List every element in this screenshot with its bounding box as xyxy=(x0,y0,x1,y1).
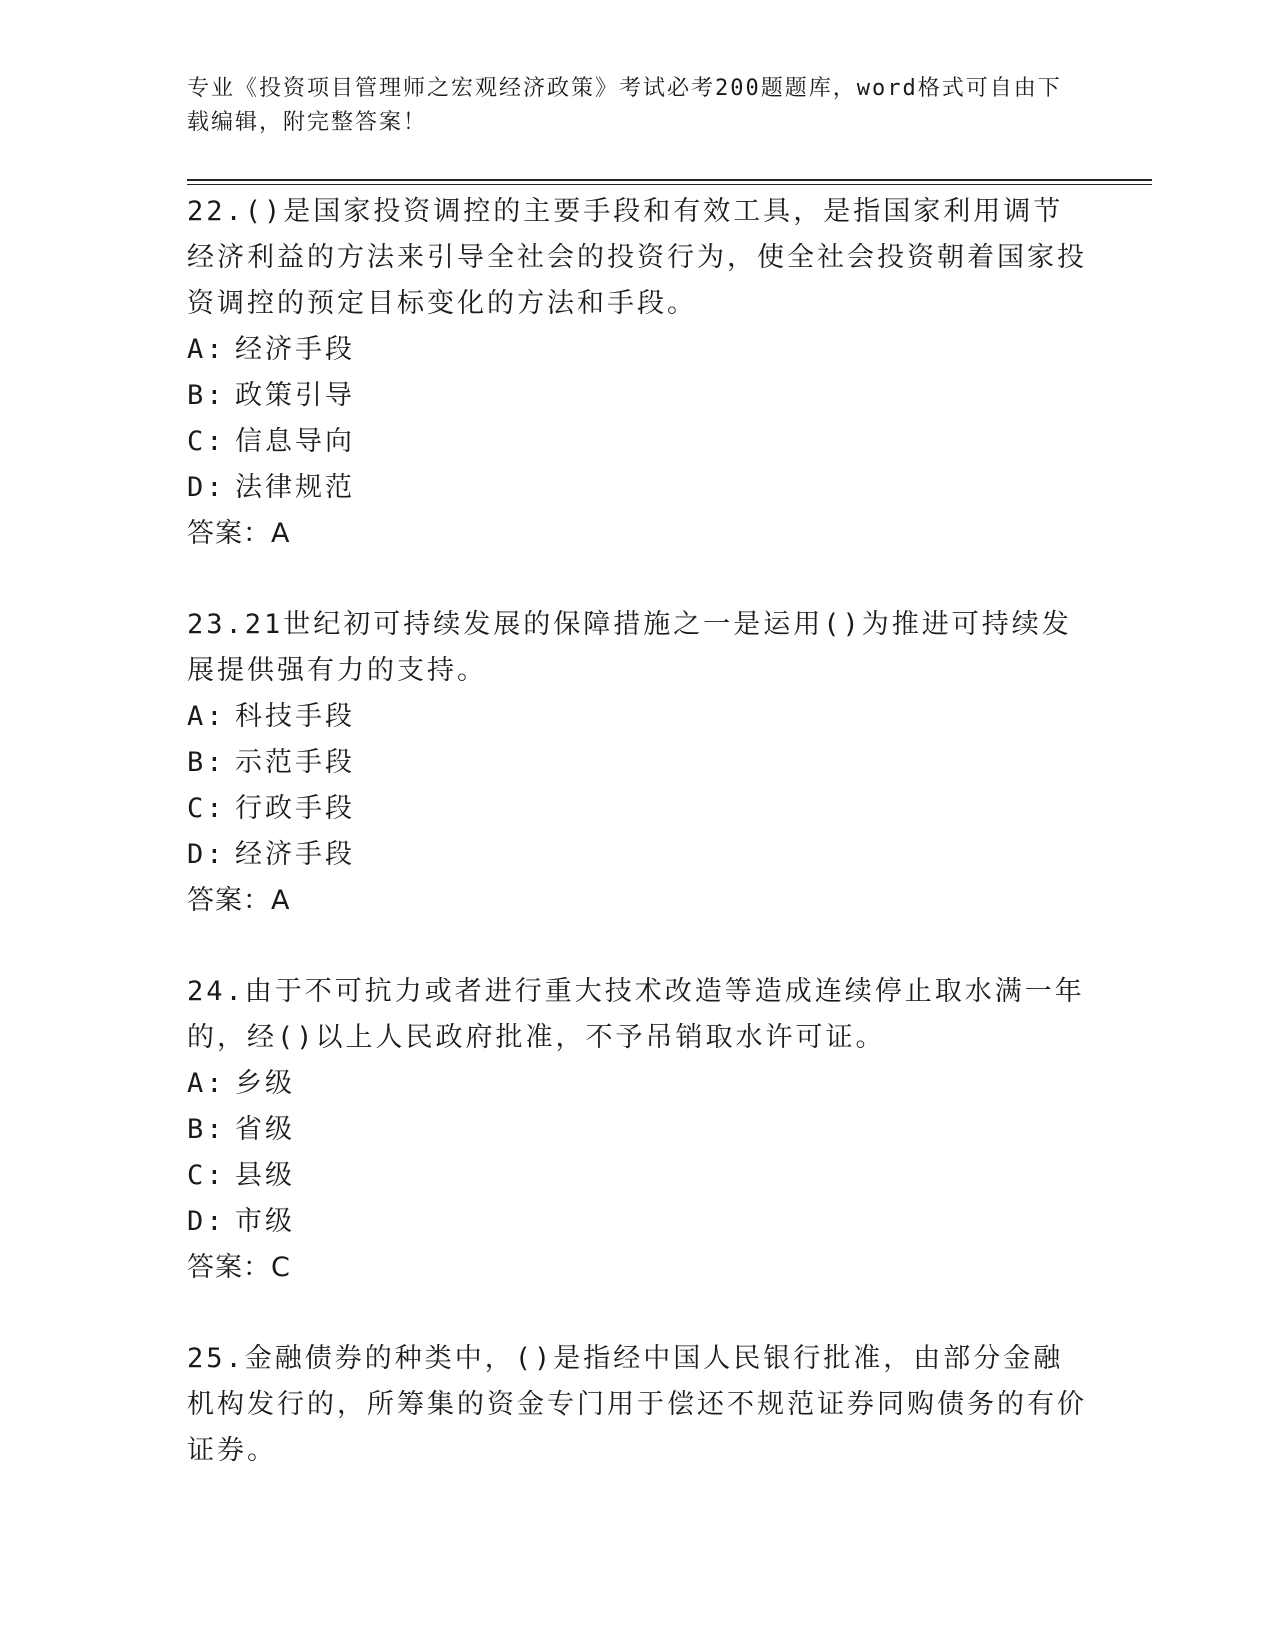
option-c xyxy=(187,419,1087,465)
option-key: A: xyxy=(187,1068,226,1099)
answer-label: 答案： xyxy=(187,518,271,549)
option-label: 行政手段 xyxy=(235,793,355,824)
option-key: B: xyxy=(187,747,226,778)
answer-label: 答案： xyxy=(187,885,271,916)
option-d xyxy=(187,465,1087,511)
question-25 xyxy=(187,1336,1087,1474)
option-label: 经济手段 xyxy=(235,334,355,365)
answer-label: 答案： xyxy=(187,1252,271,1283)
option-label: 省级 xyxy=(235,1114,295,1145)
option-b xyxy=(187,740,1087,786)
option-d xyxy=(187,832,1087,878)
header-divider xyxy=(187,179,1152,181)
answer-value: A xyxy=(271,885,293,916)
option-key: C: xyxy=(187,793,226,824)
question-text: 23.21世纪初可持续发展的保障措施之一是运用()为推进可持续发展提供强有力的支持。 xyxy=(187,609,1072,686)
option-label: 示范手段 xyxy=(235,747,355,778)
option-key: D: xyxy=(187,1206,226,1237)
option-label: 乡级 xyxy=(235,1068,295,1099)
option-label: 政策引导 xyxy=(235,380,355,411)
document-header: 专业《投资项目管理师之宏观经济政策》考试必考200题题库，word格式可自由下载编辑，附完整答案！ xyxy=(187,76,1062,135)
option-d xyxy=(187,1199,1087,1245)
option-label: 市级 xyxy=(235,1206,295,1237)
question-text: 24.由于不可抗力或者进行重大技术改造等造成连续停止取水满一年的，经()以上人民政府批准，不予吊销取水许可证。 xyxy=(187,976,1085,1053)
answer-value: A xyxy=(271,518,293,549)
header-divider-thin xyxy=(187,184,1152,185)
option-key: D: xyxy=(187,839,226,870)
option-b xyxy=(187,1107,1087,1153)
option-key: B: xyxy=(187,380,226,411)
option-a xyxy=(187,1061,1087,1107)
option-label: 经济手段 xyxy=(235,839,355,870)
option-label: 信息导向 xyxy=(235,426,355,457)
question-list xyxy=(187,189,1087,1519)
option-a xyxy=(187,327,1087,373)
option-key: D: xyxy=(187,472,226,503)
question-text: 25.金融债券的种类中，()是指经中国人民银行批准，由部分金融机构发行的，所筹集的资金专门用于偿还不规范证券同购债务的有价证券。 xyxy=(187,1343,1087,1466)
question-22 xyxy=(187,189,1087,557)
option-b xyxy=(187,373,1087,419)
option-key: A: xyxy=(187,701,226,732)
option-c xyxy=(187,786,1087,832)
question-text: 22.()是国家投资调控的主要手段和有效工具，是指国家利用调节经济利益的方法来引导全社会的投资行为，使全社会投资朝着国家投资调控的预定目标变化的方法和手段。 xyxy=(187,196,1087,319)
option-key: C: xyxy=(187,426,226,457)
option-key: A: xyxy=(187,334,226,365)
option-label: 县级 xyxy=(235,1160,295,1191)
option-key: B: xyxy=(187,1114,226,1145)
option-label: 法律规范 xyxy=(235,472,355,503)
answer-line xyxy=(187,511,1087,557)
option-c xyxy=(187,1153,1087,1199)
option-key: C: xyxy=(187,1160,226,1191)
answer-value: C xyxy=(271,1252,293,1283)
question-24 xyxy=(187,969,1087,1291)
option-label: 科技手段 xyxy=(235,701,355,732)
question-23 xyxy=(187,602,1087,924)
answer-line xyxy=(187,878,1087,924)
answer-line xyxy=(187,1245,1087,1291)
option-a xyxy=(187,694,1087,740)
